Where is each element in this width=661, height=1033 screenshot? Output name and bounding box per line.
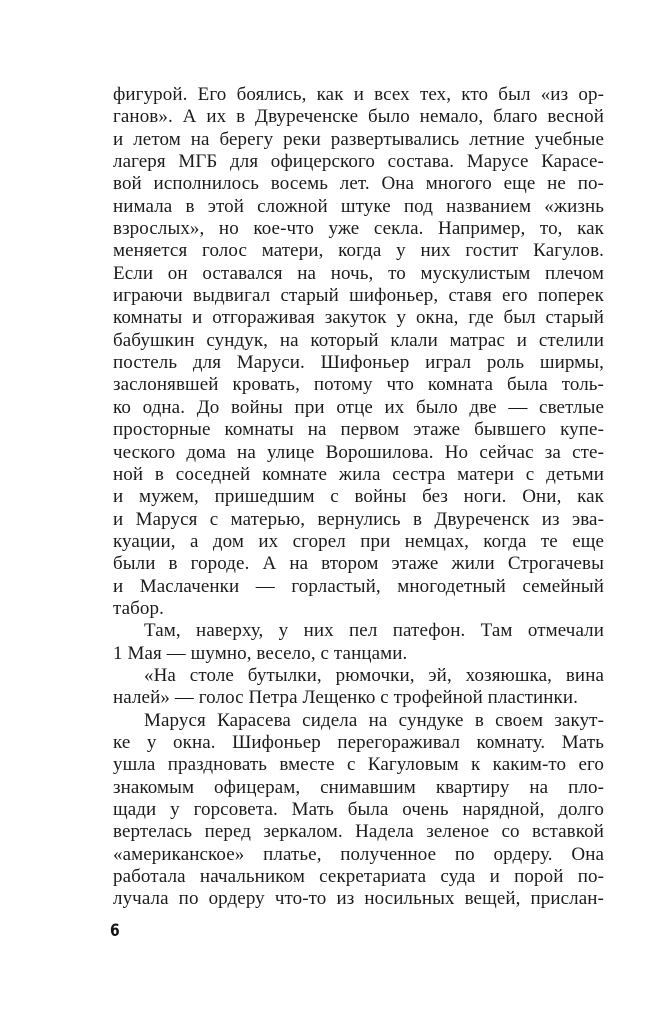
- text-line: куации, а дом их сгорел при немцах, когда те еще: [113, 530, 604, 552]
- text-line: были в городе. А на втором этаже жили Строгачевы: [113, 553, 604, 575]
- text-line: работала начальником секретариата суда и порой по-: [113, 866, 604, 888]
- text-line: постель для Маруси. Шифоньер играл роль ширмы,: [113, 352, 604, 374]
- text-line: знакомым офицерам, снимавшим квартиру на пло-: [113, 776, 604, 798]
- text-line: Там, наверху, у них пел патефон. Там отмечали: [144, 620, 604, 642]
- text-line: нимала в этой сложной штуке под названием «жизнь: [113, 195, 604, 217]
- text-line: ушла праздновать вместе с Кагуловым к каким-то его: [113, 754, 604, 776]
- text-line: играючи выдвигал старый шифоньер, ставя его поперек: [113, 285, 604, 307]
- text-line: комнаты и отгораживая закуток у окна, где был старый: [113, 307, 604, 329]
- text-line: ко одна. До войны при отце их было две — светлые: [113, 396, 604, 418]
- text-line: лагеря МГБ для офицерского состава. Марусе Карасе-: [113, 151, 604, 173]
- text-line: вой исполнилось восемь лет. Она многого еще не по-: [113, 173, 604, 195]
- text-line: лучала по ордеру что-то из носильных вещей, прислан-: [113, 888, 604, 910]
- text-line: взрослых», но кое-что уже секла. Например, то, как: [113, 218, 604, 240]
- text-line: и летом на берегу реки развертывались летние учебные: [113, 128, 604, 150]
- page-number: 6: [110, 921, 120, 941]
- text-line: бабушкин сундук, на который клали матрас и стелили: [113, 329, 604, 351]
- text-line: меняется голос матери, когда у них гостит Кагулов.: [113, 240, 604, 262]
- text-line: табор.: [113, 597, 164, 619]
- text-line: «На столе бутылки, рюмочки, эй, хозяюшка, вина: [144, 664, 604, 686]
- text-line: 1 Мая — шумно, весело, с танцами.: [113, 642, 408, 664]
- text-line: ческого дома на улице Ворошилова. Но сейчас за сте-: [113, 441, 604, 463]
- text-line: и мужем, пришедшим с войны без ноги. Они, как: [113, 486, 604, 508]
- text-line: фигурой. Его боялись, как и всех тех, кто был «из ор-: [113, 84, 604, 105]
- text-line: заслонявшей кровать, потому что комната была толь-: [113, 374, 604, 396]
- text-line: ганов». А их в Двуреченске было немало, благо весной: [113, 106, 604, 128]
- page-text: [113, 84, 604, 911]
- text-line: Если он оставался на ночь, то мускулистым плечом: [113, 262, 604, 284]
- text-line: ной в соседней комнате жила сестра матери с детьми: [113, 463, 604, 485]
- text-line: налей» — голос Петра Лещенко с трофейной пластинки.: [113, 687, 578, 709]
- text-line: вертелась перед зеркалом. Надела зеленое со вставкой: [113, 821, 604, 843]
- text-line: Маруся Карасева сидела на сундуке в своем закут-: [144, 709, 604, 731]
- text-line: просторные комнаты на первом этаже бывшего купе-: [113, 419, 604, 441]
- text-line: и Маслаченки — горластый, многодетный семейный: [113, 575, 604, 597]
- text-line: щади у горсовета. Мать была очень нарядной, долго: [113, 799, 604, 820]
- text-line: и Маруся с матерью, вернулись в Двуреченск из эва-: [113, 508, 604, 530]
- text-line: «американское» платье, полученное по ордеру. Она: [113, 843, 604, 865]
- text-line: ке у окна. Шифоньер перегораживал комнату. Мать: [113, 731, 604, 753]
